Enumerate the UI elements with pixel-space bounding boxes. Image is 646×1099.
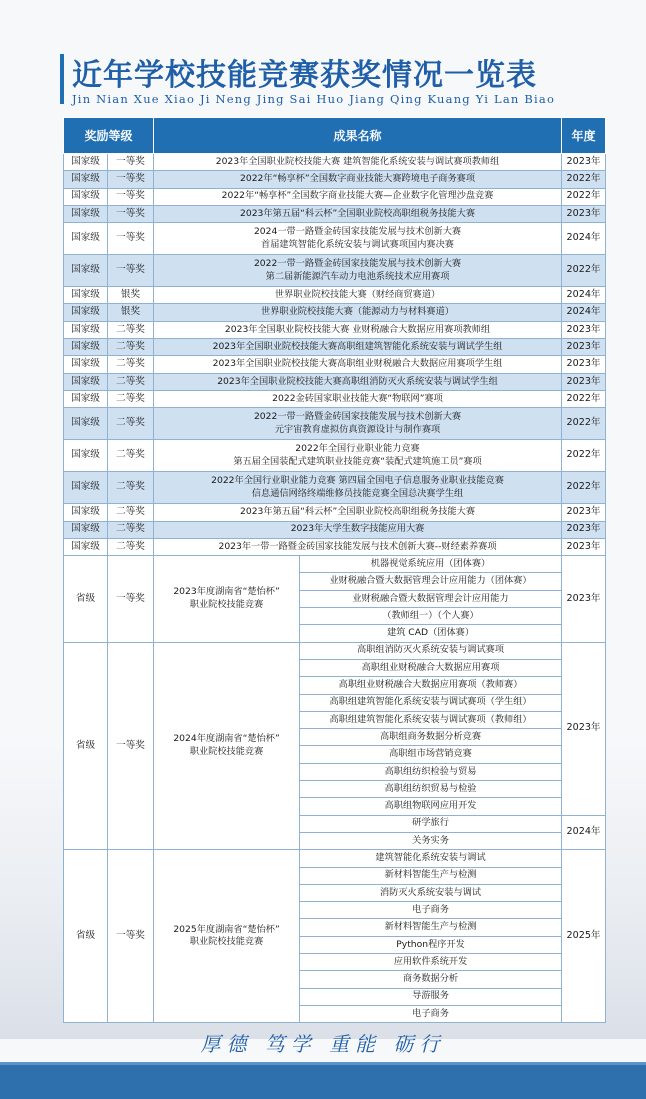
award-level: 省级 — [64, 850, 108, 1023]
award-year: 2023年 — [562, 556, 606, 642]
table-row — [64, 556, 606, 573]
table-header-row — [64, 118, 606, 154]
award-level: 国家级 — [64, 440, 108, 472]
event-name: 消防灭火系统安装与调试 — [300, 884, 562, 901]
event-name: 建筑 CAD（团体赛） — [300, 625, 562, 642]
achievement-line: 2024一带一路暨金砖国家技能发展与技术创新大赛 — [253, 226, 462, 238]
award-year: 2024年 — [562, 287, 606, 304]
award-level: 国家级 — [64, 373, 108, 390]
award-grade: 二等奖 — [108, 472, 154, 504]
award-year: 2023年 — [562, 521, 606, 538]
table-row — [64, 223, 606, 255]
award-grade: 一等奖 — [108, 171, 154, 188]
achievement-line: 2023年全国职业院校技能大赛 业财税融合大数据应用赛项教师组 — [224, 323, 491, 335]
achievement-name — [154, 287, 562, 304]
award-level: 国家级 — [64, 521, 108, 538]
achievement-name — [154, 390, 562, 407]
achievement-line: 2023年全国职业院校技能大赛高职组建筑智能化系统安装与调试学生组 — [212, 340, 503, 352]
award-grade: 二等奖 — [108, 321, 154, 338]
event-name: 业财税融合暨大数据管理会计应用能力（团体赛） — [300, 573, 562, 590]
award-level: 国家级 — [64, 390, 108, 407]
award-grade: 一等奖 — [108, 556, 154, 642]
table-row — [64, 472, 606, 504]
event-name: 新材料智能生产与检测 — [300, 867, 562, 884]
award-grade: 二等奖 — [108, 373, 154, 390]
award-level: 国家级 — [64, 171, 108, 188]
award-level: 国家级 — [64, 504, 108, 521]
award-year: 2023年 — [562, 356, 606, 373]
header — [60, 50, 586, 110]
achievement-line: 2023年全国职业院校技能大赛 建筑智能化系统安装与调试赛项教师组 — [215, 155, 500, 167]
award-year: 2022年 — [562, 171, 606, 188]
achievement-name — [154, 408, 562, 440]
award-year: 2022年 — [562, 440, 606, 472]
table-row — [64, 390, 606, 407]
competition-name — [154, 642, 300, 850]
competition-line: 职业院校技能竞赛 — [189, 745, 264, 757]
achievement-line: 2023年全国职业院校技能大赛高职组业财税融合大数据应用赛项学生组 — [212, 358, 503, 370]
event-name: 高职组纺织检验与贸易 — [300, 763, 562, 780]
award-grade: 一等奖 — [108, 223, 154, 255]
awards-table — [63, 117, 606, 1023]
award-year: 2022年 — [562, 408, 606, 440]
achievement-line: 2023年第五届“科云杯”全国职业院校高职组税务技能大赛 — [240, 207, 476, 219]
event-name: 高职组市场营销竞赛 — [300, 746, 562, 763]
event-name: 高职组物联网应用开发 — [300, 798, 562, 815]
achievement-line: 2022年全国行业职业能力竞赛 — [295, 443, 420, 455]
event-name: 高职组消防灭火系统安装与调试赛项 — [300, 642, 562, 659]
award-level: 国家级 — [64, 321, 108, 338]
event-name: （教师组一）（个人赛） — [300, 608, 562, 625]
award-grade: 一等奖 — [108, 850, 154, 1023]
table-row — [64, 154, 606, 171]
award-level: 国家级 — [64, 339, 108, 356]
award-grade: 银奖 — [108, 304, 154, 321]
competition-name — [154, 850, 300, 1023]
award-year: 2023年 — [562, 339, 606, 356]
achievement-name — [154, 304, 562, 321]
achievement-name — [154, 339, 562, 356]
achievement-name — [154, 171, 562, 188]
award-year: 2023年 — [562, 205, 606, 222]
award-year: 2024年 — [562, 815, 606, 850]
table-row — [64, 188, 606, 205]
award-grade: 二等奖 — [108, 521, 154, 538]
award-year: 2022年 — [562, 255, 606, 287]
award-grade: 二等奖 — [108, 339, 154, 356]
award-year: 2022年 — [562, 390, 606, 407]
achievement-line: 2022年全国行业职业能力竞赛 第四届全国电子信息服务业职业技能竞赛 — [211, 475, 504, 487]
award-grade: 一等奖 — [108, 154, 154, 171]
award-level: 省级 — [64, 556, 108, 642]
award-year: 2023年 — [562, 321, 606, 338]
page-title: 近年学校技能竞赛获奖情况一览表 — [72, 58, 537, 93]
achievement-line: 首届建筑智能化系统安装与调试赛项国内赛决赛 — [261, 238, 454, 250]
event-name: 高职组建筑智能化系统安装与调试赛项（学生组） — [300, 694, 562, 711]
award-grade: 一等奖 — [108, 188, 154, 205]
table-row — [64, 356, 606, 373]
award-grade: 一等奖 — [108, 642, 154, 850]
award-level: 省级 — [64, 642, 108, 850]
table-row — [64, 304, 606, 321]
event-name: 高职组纺织贸易与检验 — [300, 781, 562, 798]
event-name: 新材料智能生产与检测 — [300, 919, 562, 936]
competition-line: 2025年度湖南省“楚怡杯” — [173, 923, 280, 935]
achievement-name — [154, 521, 562, 538]
page-subtitle: Jin Nian Xue Xiao Ji Neng Jing Sai Huo Jiang Qing Kuang Yi Lan Biao — [72, 92, 556, 106]
award-level: 国家级 — [64, 472, 108, 504]
award-year: 2023年 — [562, 642, 606, 815]
competition-name — [154, 556, 300, 642]
header-award: 奖励等级 — [64, 118, 154, 154]
achievement-name — [154, 440, 562, 472]
award-level: 国家级 — [64, 304, 108, 321]
award-grade: 二等奖 — [108, 408, 154, 440]
title-accent-bar — [60, 54, 64, 104]
table-row — [64, 642, 606, 659]
table-row — [64, 287, 606, 304]
achievement-line: 2022一带一路暨金砖国家技能发展与技术创新大赛 — [253, 411, 462, 423]
achievement-line: 2023年一带一路暨金砖国家技能发展与技术创新大赛--财经素养赛项 — [218, 540, 497, 552]
achievement-name — [154, 255, 562, 287]
event-name: 商务数据分析 — [300, 971, 562, 988]
achievement-line: 世界职业院校技能大赛（能源动力与材料赛道） — [261, 306, 454, 318]
award-level: 国家级 — [64, 538, 108, 555]
achievement-name — [154, 205, 562, 222]
award-grade: 二等奖 — [108, 440, 154, 472]
award-year: 2023年 — [562, 373, 606, 390]
achievement-name — [154, 472, 562, 504]
achievement-line: 2022年“畅享杯”全国数字商业技能大赛—企业数字化管理沙盘竞赛 — [221, 190, 494, 202]
award-level: 国家级 — [64, 205, 108, 222]
event-name: 业财税融合暨大数据管理会计应用能力 — [300, 590, 562, 607]
achievement-line: 2022年“畅享杯”全国数字商业技能大赛跨境电子商务赛项 — [240, 173, 476, 185]
event-name: 研学旅行 — [300, 815, 562, 832]
table-row — [64, 255, 606, 287]
table-row — [64, 373, 606, 390]
achievement-name — [154, 223, 562, 255]
table-row — [64, 205, 606, 222]
achievement-name — [154, 538, 562, 555]
table-row — [64, 171, 606, 188]
award-grade: 一等奖 — [108, 205, 154, 222]
achievement-line: 2022金砖国家职业技能大赛“物联网”赛项 — [272, 392, 443, 404]
table-row — [64, 850, 606, 867]
award-year: 2022年 — [562, 472, 606, 504]
event-name: 建筑智能化系统安装与调试 — [300, 850, 562, 867]
achievement-line: 2022一带一路暨金砖国家技能发展与技术创新大赛 — [253, 258, 462, 270]
award-level: 国家级 — [64, 287, 108, 304]
event-name: 应用软件系统开发 — [300, 953, 562, 970]
event-name: 电子商务 — [300, 902, 562, 919]
table-row — [64, 521, 606, 538]
achievement-line: 第二届新能源汽车动力电池系统技术应用赛项 — [265, 270, 450, 282]
award-level: 国家级 — [64, 408, 108, 440]
achievement-line: 第五届全国装配式建筑职业技能竞赛“装配式建筑施工员”赛项 — [233, 455, 482, 467]
achievement-name — [154, 154, 562, 171]
award-year: 2023年 — [562, 538, 606, 555]
event-name: 关务实务 — [300, 832, 562, 849]
competition-line: 职业院校技能竞赛 — [189, 598, 264, 610]
footer-bar — [0, 1065, 646, 1099]
achievement-name — [154, 504, 562, 521]
event-name: 机器视觉系统应用（团体赛） — [300, 556, 562, 573]
award-level: 国家级 — [64, 356, 108, 373]
event-name: 高职组建筑智能化系统安装与调试赛项（教师组） — [300, 711, 562, 728]
achievement-line: 2023年大学生数字技能应用大赛 — [290, 523, 425, 535]
event-name: 高职组商务数据分析竞赛 — [300, 729, 562, 746]
achievement-line: 元宇宙教育虚拟仿真资源设计与制作赛项 — [274, 423, 441, 435]
award-year: 2024年 — [562, 223, 606, 255]
award-grade: 二等奖 — [108, 504, 154, 521]
event-name: 导游服务 — [300, 988, 562, 1005]
event-name: 高职组业财税融合大数据应用赛项（教师赛） — [300, 677, 562, 694]
award-year: 2023年 — [562, 154, 606, 171]
award-year: 2024年 — [562, 304, 606, 321]
achievement-name — [154, 188, 562, 205]
achievement-name — [154, 321, 562, 338]
header-year: 年度 — [562, 118, 606, 154]
competition-line: 2024年度湖南省“楚怡杯” — [173, 733, 280, 745]
achievement-line: 2023年第五届“科云杯”全国职业院校高职组税务技能大赛 — [240, 506, 476, 518]
award-year: 2022年 — [562, 188, 606, 205]
table-row — [64, 504, 606, 521]
event-name: Python程序开发 — [300, 936, 562, 953]
award-grade: 二等奖 — [108, 390, 154, 407]
achievement-line: 信息通信网络终端维修员技能竞赛全国总决赛学生组 — [251, 487, 464, 499]
competition-line: 2023年度湖南省“楚怡杯” — [173, 586, 280, 598]
award-level: 国家级 — [64, 188, 108, 205]
award-grade: 银奖 — [108, 287, 154, 304]
achievement-name — [154, 356, 562, 373]
event-name: 电子商务 — [300, 1005, 562, 1022]
award-level: 国家级 — [64, 255, 108, 287]
achievement-line: 世界职业院校技能大赛（财经商贸赛道） — [274, 289, 441, 301]
award-level: 国家级 — [64, 223, 108, 255]
award-grade: 一等奖 — [108, 255, 154, 287]
table-row — [64, 408, 606, 440]
award-grade: 二等奖 — [108, 356, 154, 373]
table-row — [64, 538, 606, 555]
award-year: 2025年 — [562, 850, 606, 1023]
table-row — [64, 440, 606, 472]
competition-line: 职业院校技能竞赛 — [189, 936, 264, 948]
achievement-name — [154, 373, 562, 390]
event-name: 高职组业财税融合大数据应用赛项 — [300, 659, 562, 676]
award-grade: 二等奖 — [108, 538, 154, 555]
award-level: 国家级 — [64, 154, 108, 171]
header-name: 成果名称 — [154, 118, 562, 154]
achievement-line: 2023年全国职业院校技能大赛高职组消防灭火系统安装与调试学生组 — [217, 375, 498, 387]
school-motto: 厚德 笃学 重能 砺行 — [200, 1032, 446, 1056]
table-row — [64, 339, 606, 356]
table-row — [64, 321, 606, 338]
award-year: 2023年 — [562, 504, 606, 521]
